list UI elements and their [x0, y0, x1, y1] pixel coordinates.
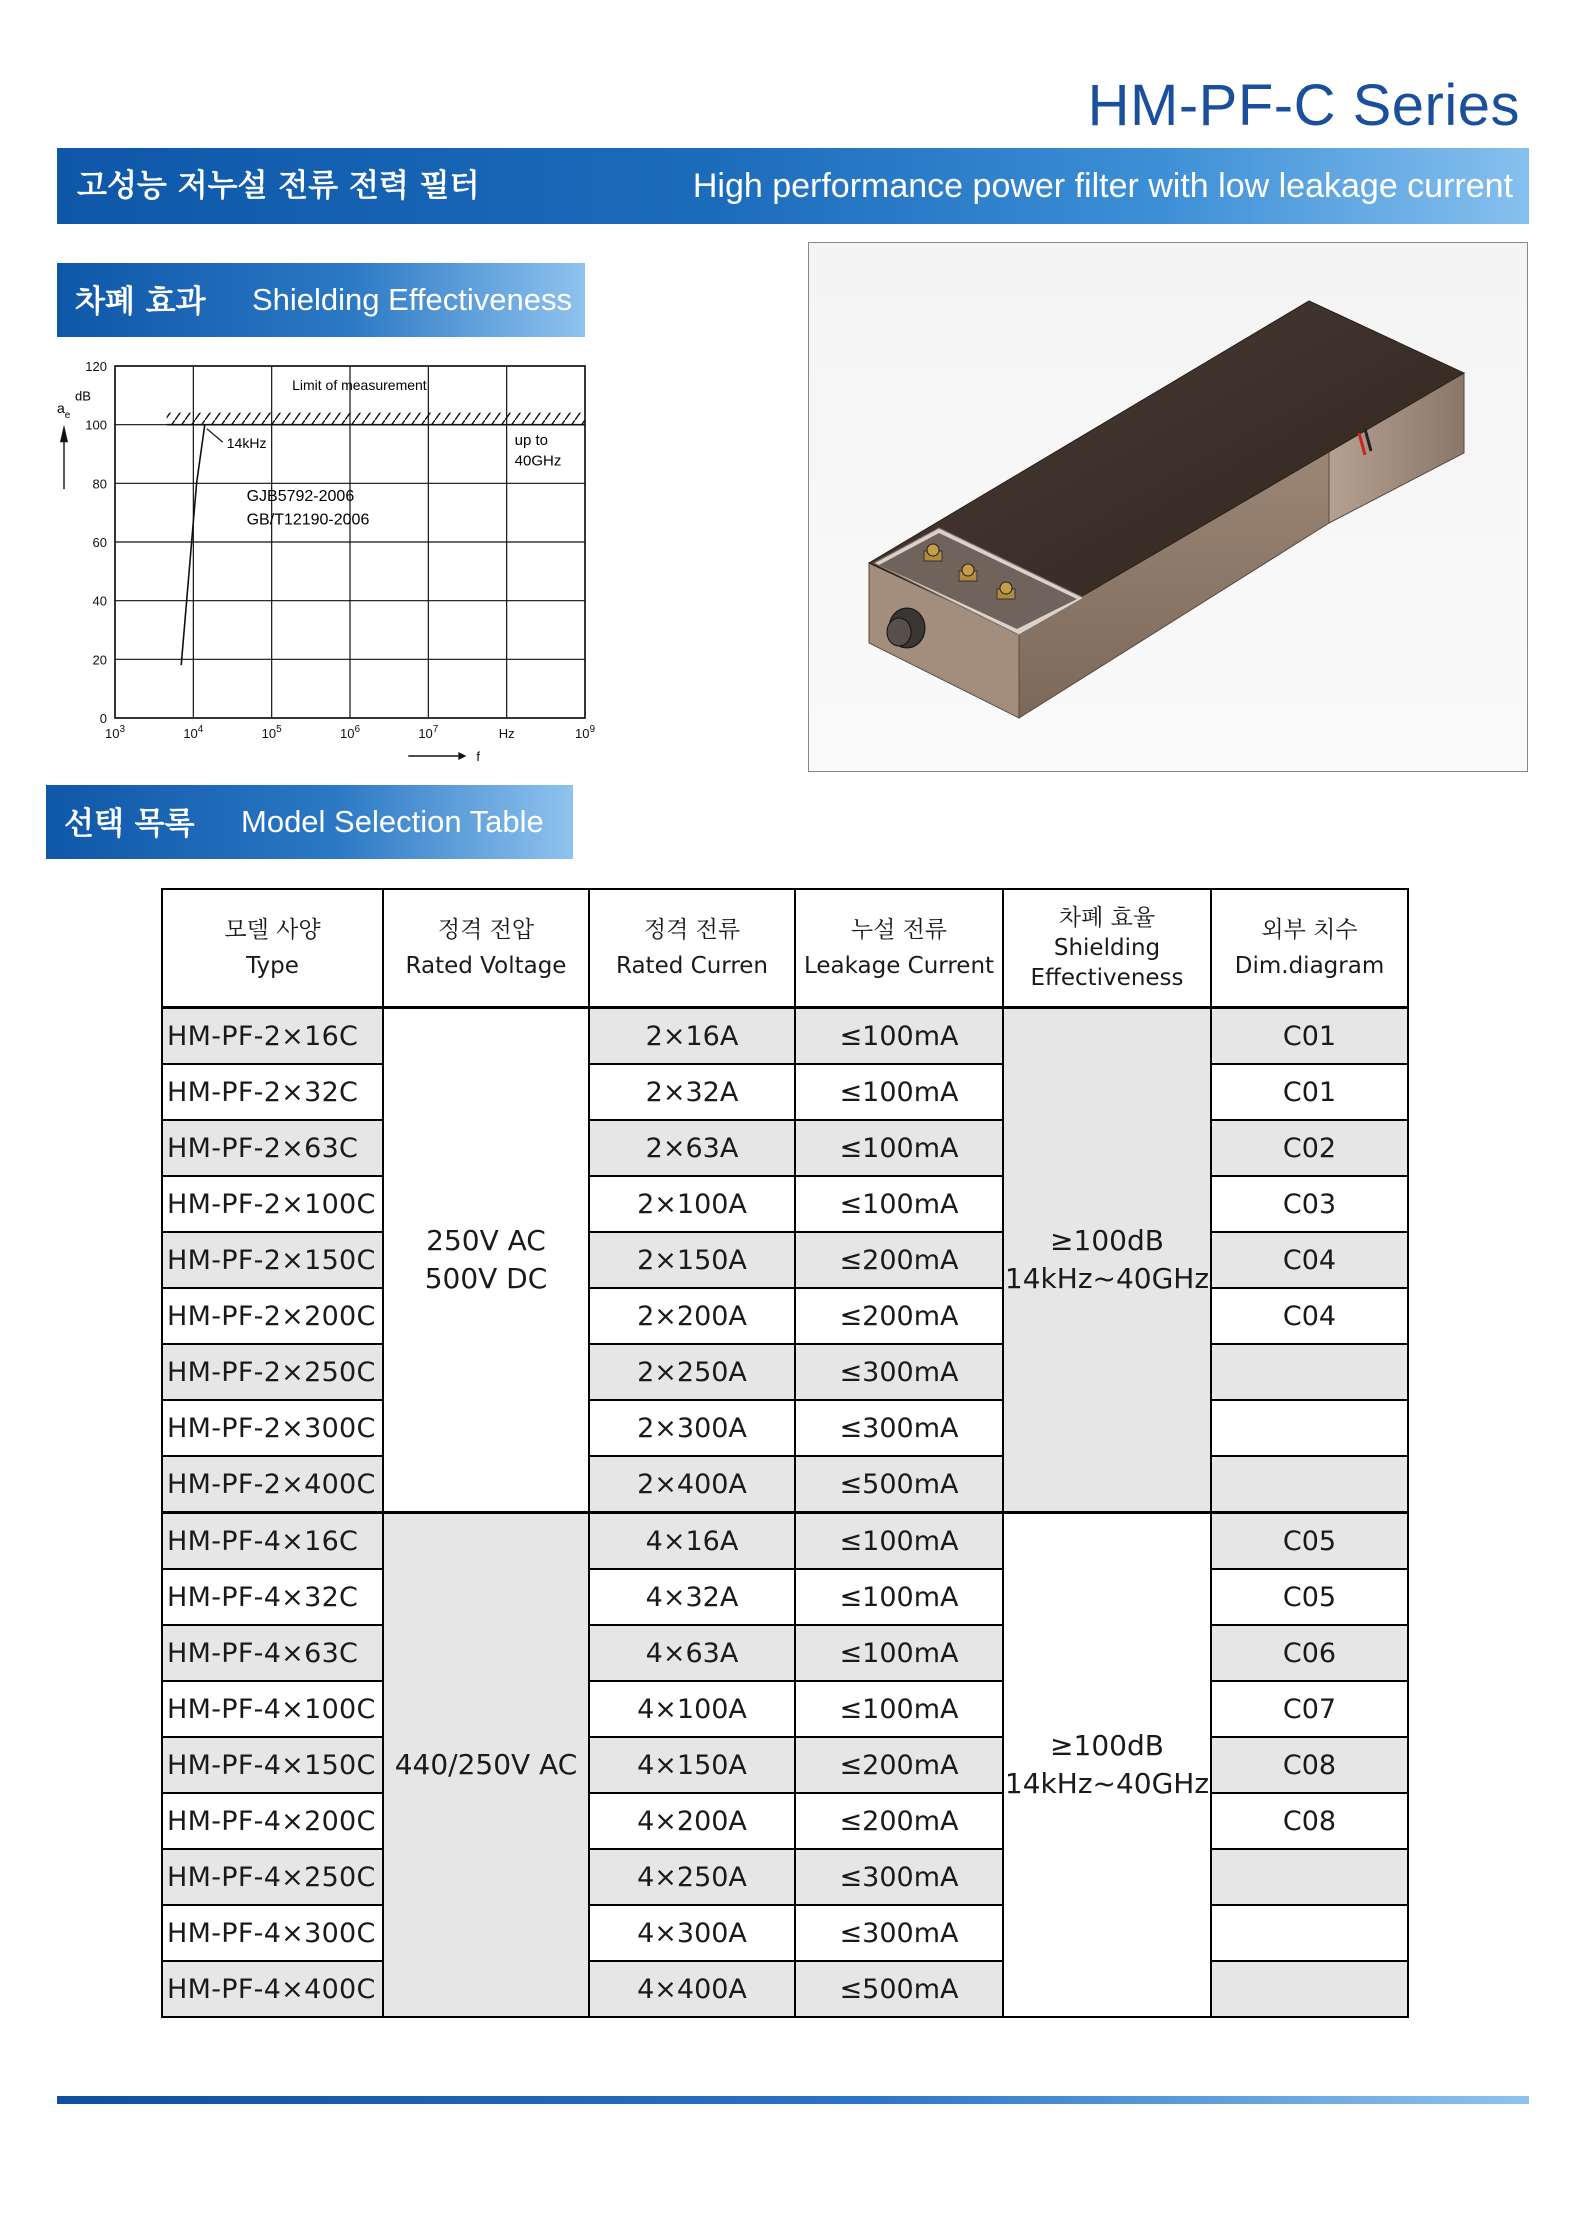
y-tick-label: 0: [99, 711, 107, 726]
cell-type: HM-PF-4×200C: [162, 1793, 383, 1849]
cell-current: 4×250A: [589, 1849, 795, 1905]
cell-leakage: ≤200mA: [795, 1793, 1003, 1849]
x-tick-label: $10^9$: [574, 724, 596, 741]
standard-label-2: GB/T12190-2006: [246, 511, 370, 529]
cell-type: HM-PF-2×32C: [162, 1064, 383, 1120]
cell-leakage: ≤300mA: [795, 1400, 1003, 1456]
cell-shielding-merged: ≥100dB 14kHz~40GHz: [1003, 1513, 1211, 2018]
cell-type: HM-PF-4×16C: [162, 1513, 383, 1570]
product-photo: [808, 242, 1528, 772]
y-axis-symbol: $a_e$: [57, 399, 71, 421]
cell-type: HM-PF-2×200C: [162, 1288, 383, 1344]
standard-label-1: GJB5792-2006: [246, 487, 355, 505]
cell-dim: C06: [1211, 1625, 1408, 1681]
section-model-en: Model Selection Table: [241, 804, 544, 839]
cell-type: HM-PF-2×400C: [162, 1456, 383, 1513]
cell-dim: C04: [1211, 1288, 1408, 1344]
cell-leakage: ≤200mA: [795, 1288, 1003, 1344]
table-row: [162, 1513, 1408, 1570]
x-tick-label: $10^7$: [418, 724, 439, 741]
header-shielding: 차폐 효율 Shielding Effectiveness: [1003, 889, 1211, 1008]
cell-leakage: ≤300mA: [795, 1344, 1003, 1400]
cell-dim: C04: [1211, 1232, 1408, 1288]
banner-korean-title: 고성능 저누설 전류 전력 필터: [77, 168, 480, 204]
y-tick-label: 20: [92, 652, 107, 668]
cell-dim: C01: [1211, 1064, 1408, 1120]
cell-voltage-merged: 440/250V AC: [383, 1513, 589, 2018]
banner-english-title: High performance power filter with low leakage current: [692, 167, 1513, 205]
x-tick-label: $10^5$: [261, 724, 282, 741]
cell-dim: C03: [1211, 1176, 1408, 1232]
table-header-row: [162, 889, 1408, 1008]
cell-voltage-merged: 250V AC 500V DC: [383, 1008, 589, 1513]
cell-type: HM-PF-2×250C: [162, 1344, 383, 1400]
filter-enclosure-image: [809, 243, 1527, 771]
section-model-header: [46, 785, 573, 859]
cell-type: HM-PF-4×32C: [162, 1569, 383, 1625]
cell-leakage: ≤100mA: [795, 1625, 1003, 1681]
cell-leakage: ≤200mA: [795, 1232, 1003, 1288]
y-axis-arrowhead: [60, 425, 68, 443]
cell-type: HM-PF-4×300C: [162, 1905, 383, 1961]
table-row: [162, 1288, 1408, 1344]
shielding-chart-svg: [45, 350, 605, 770]
cell-type: HM-PF-2×150C: [162, 1232, 383, 1288]
shielding-chart: [45, 350, 605, 770]
header-current: 정격 전류 Rated Curren: [589, 889, 795, 1008]
cell-dim: [1211, 1344, 1408, 1400]
cell-type: HM-PF-4×400C: [162, 1961, 383, 2017]
cell-leakage: ≤500mA: [795, 1456, 1003, 1513]
table-row: [162, 1737, 1408, 1793]
y-tick-label: 100: [85, 417, 107, 433]
cell-current: 4×400A: [589, 1961, 795, 2017]
x-axis-label: f: [476, 749, 480, 764]
y-unit-label: dB: [75, 388, 91, 404]
cell-current: 4×63A: [589, 1625, 795, 1681]
y-tick-label: 60: [92, 535, 107, 550]
model-selection-table: [161, 888, 1409, 2018]
cell-leakage: ≤300mA: [795, 1905, 1003, 1961]
table-row: [162, 1793, 1408, 1849]
header-leakage: 누설 전류 Leakage Current: [795, 889, 1003, 1008]
knee-pointer: [207, 429, 223, 443]
x-tick-label: $10^6$: [339, 724, 361, 741]
upto-label-2: 40GHz: [514, 452, 562, 470]
table-row: [162, 1905, 1408, 1961]
cell-dim: C08: [1211, 1793, 1408, 1849]
cell-leakage: ≤100mA: [795, 1569, 1003, 1625]
header-dim: 외부 치수 Dim.diagram: [1211, 889, 1408, 1008]
y-tick-label: 80: [92, 476, 107, 492]
cell-current: 2×400A: [589, 1456, 795, 1513]
table-row: [162, 1569, 1408, 1625]
header-voltage: 정격 전압 Rated Voltage: [383, 889, 589, 1008]
cell-dim: [1211, 1961, 1408, 2017]
cell-current: 2×63A: [589, 1120, 795, 1176]
footer-bar: [57, 2096, 1529, 2104]
product-banner: [57, 148, 1529, 224]
cell-current: 2×100A: [589, 1176, 795, 1232]
table-row: [162, 1681, 1408, 1737]
cell-dim: C05: [1211, 1569, 1408, 1625]
cell-current: 2×32A: [589, 1064, 795, 1120]
cell-dim: [1211, 1849, 1408, 1905]
cell-current: 4×300A: [589, 1905, 795, 1961]
table-row: [162, 1456, 1408, 1513]
section-shielding-en: Shielding Effectiveness: [252, 282, 572, 317]
cell-dim: [1211, 1456, 1408, 1513]
cell-leakage: ≤100mA: [795, 1681, 1003, 1737]
table-row: [162, 1120, 1408, 1176]
cell-type: HM-PF-2×16C: [162, 1008, 383, 1065]
cell-shielding-merged: ≥100dB 14kHz~40GHz: [1003, 1008, 1211, 1513]
cell-current: 4×32A: [589, 1569, 795, 1625]
table-row: [162, 1344, 1408, 1400]
cell-leakage: ≤200mA: [795, 1737, 1003, 1793]
limit-hatch: [167, 413, 585, 425]
section-shielding-header: [57, 263, 585, 337]
cell-leakage: ≤100mA: [795, 1064, 1003, 1120]
table-row: [162, 1625, 1408, 1681]
cell-leakage: ≤100mA: [795, 1008, 1003, 1065]
cell-type: HM-PF-4×250C: [162, 1849, 383, 1905]
cell-dim: C07: [1211, 1681, 1408, 1737]
table-row: [162, 1176, 1408, 1232]
cell-leakage: ≤300mA: [795, 1849, 1003, 1905]
cell-current: 4×100A: [589, 1681, 795, 1737]
cell-type: HM-PF-4×150C: [162, 1737, 383, 1793]
x-tick-label: Hz: [498, 726, 515, 741]
cell-type: HM-PF-4×100C: [162, 1681, 383, 1737]
cell-current: 2×200A: [589, 1288, 795, 1344]
cell-current: 2×300A: [589, 1400, 795, 1456]
cell-dim: C05: [1211, 1513, 1408, 1570]
cell-leakage: ≤100mA: [795, 1120, 1003, 1176]
series-title: HM-PF-C Series: [1087, 73, 1520, 138]
cell-current: 2×150A: [589, 1232, 795, 1288]
y-tick-label: 120: [85, 359, 107, 374]
cell-current: 4×200A: [589, 1793, 795, 1849]
cell-type: HM-PF-2×63C: [162, 1120, 383, 1176]
table-row: [162, 1008, 1408, 1065]
table-row: [162, 1849, 1408, 1905]
cell-leakage: ≤100mA: [795, 1513, 1003, 1570]
cell-type: HM-PF-4×63C: [162, 1625, 383, 1681]
cell-current: 4×16A: [589, 1513, 795, 1570]
table-row: [162, 1400, 1408, 1456]
upto-label-1: up to: [514, 432, 549, 450]
cell-leakage: ≤100mA: [795, 1176, 1003, 1232]
cell-current: 2×250A: [589, 1344, 795, 1400]
header-type: 모델 사양 Type: [162, 889, 383, 1008]
section-shielding-ko: 차폐 효과: [75, 284, 206, 320]
cell-dim: [1211, 1905, 1408, 1961]
x-axis-arrowhead: [458, 752, 466, 760]
cell-current: 4×150A: [589, 1737, 795, 1793]
section-model-ko: 선택 목록: [64, 806, 195, 842]
table-row: [162, 1232, 1408, 1288]
cell-dim: C02: [1211, 1120, 1408, 1176]
table-row: [162, 1961, 1408, 2017]
cell-type: HM-PF-2×300C: [162, 1400, 383, 1456]
y-tick-label: 40: [92, 593, 107, 609]
table-row: [162, 1064, 1408, 1120]
cell-dim: [1211, 1400, 1408, 1456]
x-tick-label: $10^4$: [183, 724, 204, 741]
knee-label: 14kHz: [226, 435, 267, 452]
cell-current: 2×16A: [589, 1008, 795, 1065]
cell-leakage: ≤500mA: [795, 1961, 1003, 2017]
limit-label: Limit of measurement: [292, 377, 427, 393]
cell-type: HM-PF-2×100C: [162, 1176, 383, 1232]
cell-dim: C01: [1211, 1008, 1408, 1065]
x-tick-label: $10^3$: [104, 724, 126, 741]
cell-dim: C08: [1211, 1737, 1408, 1793]
